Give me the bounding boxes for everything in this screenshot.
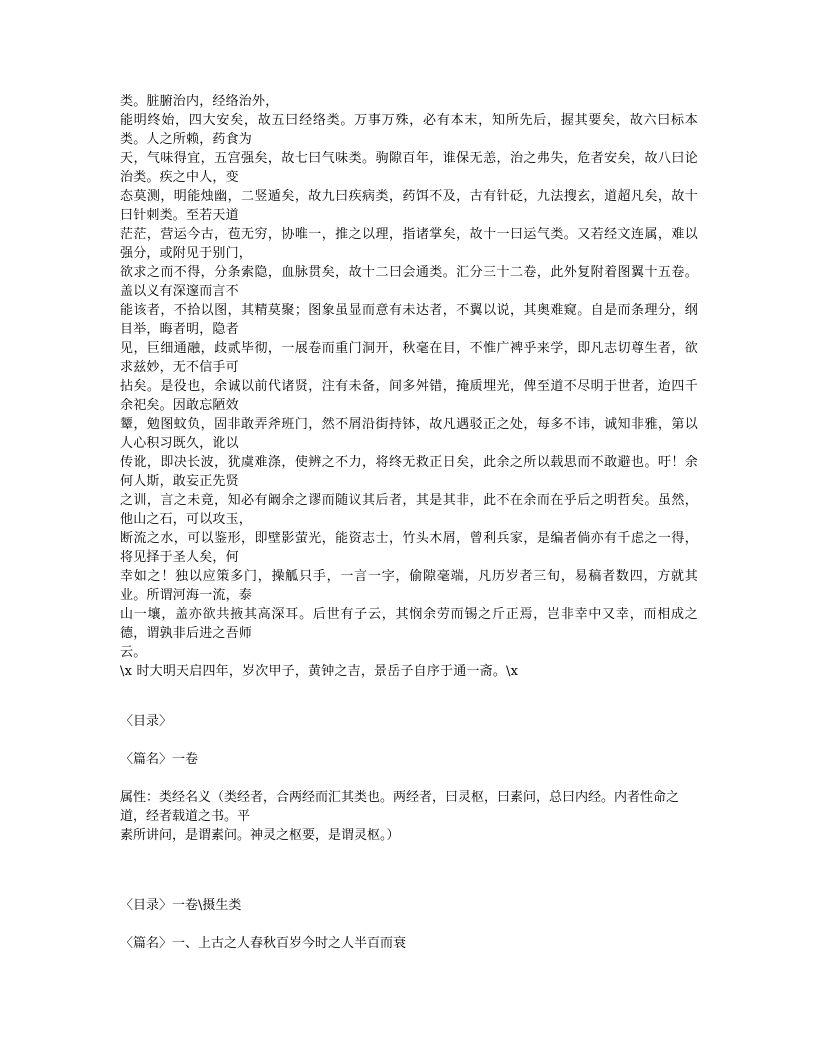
chapter-heading <box>120 750 698 769</box>
preface-line: 拈矣。是役也，余诚以前代诸贤，注有未备，间多舛错，掩质埋光，俾至道不尽明于世者，迨四千余祀矣。因敢忘陋效 <box>120 379 698 413</box>
preface-line: 颦，勉图蚊负，固非敢弄斧班门，然不屑沿街持钵，故凡遇驳正之处，每多不讳，诚知非雅，第以人心积习既久，讹以 <box>120 417 698 451</box>
preface-line: 茫茫，营运今古，苞无穷，协唯一，推之以理，指诸掌矣，故十一曰运气类。又若经文连属，难以强分，或附见于别门， <box>120 227 698 261</box>
preface-line: 山一壤，盖亦欲共掖其高深耳。后世有子云，其悯余劳而锡之斤正焉，岂非幸中又幸，而相成之德，谓孰非后进之吾师 <box>120 607 698 641</box>
preface-line: 天，气味得宜，五宫强矣，故七曰气味类。驹隙百年，谁保无恙，治之弗失，危者安矣，故八曰论治类。疾之中人，变 <box>120 151 698 185</box>
preface-line: 传讹，即决长波，犹虞难涤，使辨之不力，将终无救正日矣，此余之所以载思而不敢避也。吁！余何人斯，敢妄正先贤 <box>120 455 698 489</box>
chapter-label: 〈篇名〉一卷 <box>120 752 199 767</box>
attribute-line: 素所讲问，是谓素问。神灵之枢要，是谓灵枢。） <box>120 828 400 843</box>
preface-line: 之训，言之未竟，知必有阚余之谬而随议其后者，其是其非，此不在余而在乎后之明哲矣。虽然，他山之石，可以攻玉， <box>120 493 698 527</box>
preface-line: 见，巨细通融，歧贰毕彻，一展卷而重门洞开，秋毫在目，不惟广裨乎来学，即凡志切尊生者，欲求兹妙，无不信手可 <box>120 341 698 375</box>
preface-line: 幸如之！独以应策多门，操觚只手，一言一字，偷隙毫端，凡历岁者三旬，易稿者数四，方就其业。所谓河海一流，泰 <box>120 569 698 603</box>
preface-line: 类。脏腑治内，经络治外， <box>120 94 279 109</box>
preface-line: 云。 <box>120 645 147 660</box>
toc-label: 〈目录〉 <box>120 714 173 729</box>
toc-heading-2 <box>120 896 698 915</box>
chapter-heading-2 <box>120 934 698 953</box>
chapter-label-2: 〈篇名〉一、上古之人春秋百岁今时之人半百而衰 <box>120 936 407 951</box>
preface-line: 欲求之而不得，分条索隐，血脉贯矣，故十二曰会通类。汇分三十二卷，此外复附着图翼十五卷。盖以义有深邃而言不 <box>120 265 698 299</box>
preface-line: 态莫测，明能烛幽，二竖遁矣，故九曰疾病类，药饵不及，古有针砭，九法搜玄，道超凡矣，故十曰针刺类。至若天道 <box>120 189 698 223</box>
attribute-block <box>120 788 698 845</box>
preface-line: \x 时大明天启四年，岁次甲子，黄钟之吉，景岳子自序于通一斋。\x <box>120 664 519 679</box>
toc-label-2: 〈目录〉一卷\摄生类 <box>120 898 242 913</box>
preface-text <box>120 92 698 681</box>
toc-heading <box>120 712 698 731</box>
preface-line: 能明终始，四大安矣，故五曰经络类。万事万殊，必有本末，知所先后，握其要矣，故六曰标本类。人之所赖，药食为 <box>120 113 698 147</box>
preface-line: 能该者，不拾以图，其精莫聚；图象虽显而意有未达者，不翼以说，其奥难窥。自是而条理分，纲目举，晦者明，隐者 <box>120 303 698 337</box>
preface-line: 断流之水，可以鉴形，即壁影萤光，能资志士，竹头木屑，曾利兵家，是编者倘亦有千虑之一得，将见择于圣人矣，何 <box>120 531 698 565</box>
attribute-line: 属性：类经名义（类经者，合两经而汇其类也。两经者，曰灵枢，曰素问，总曰内经。内者性命之道，经者载道之书。平 <box>120 790 680 824</box>
